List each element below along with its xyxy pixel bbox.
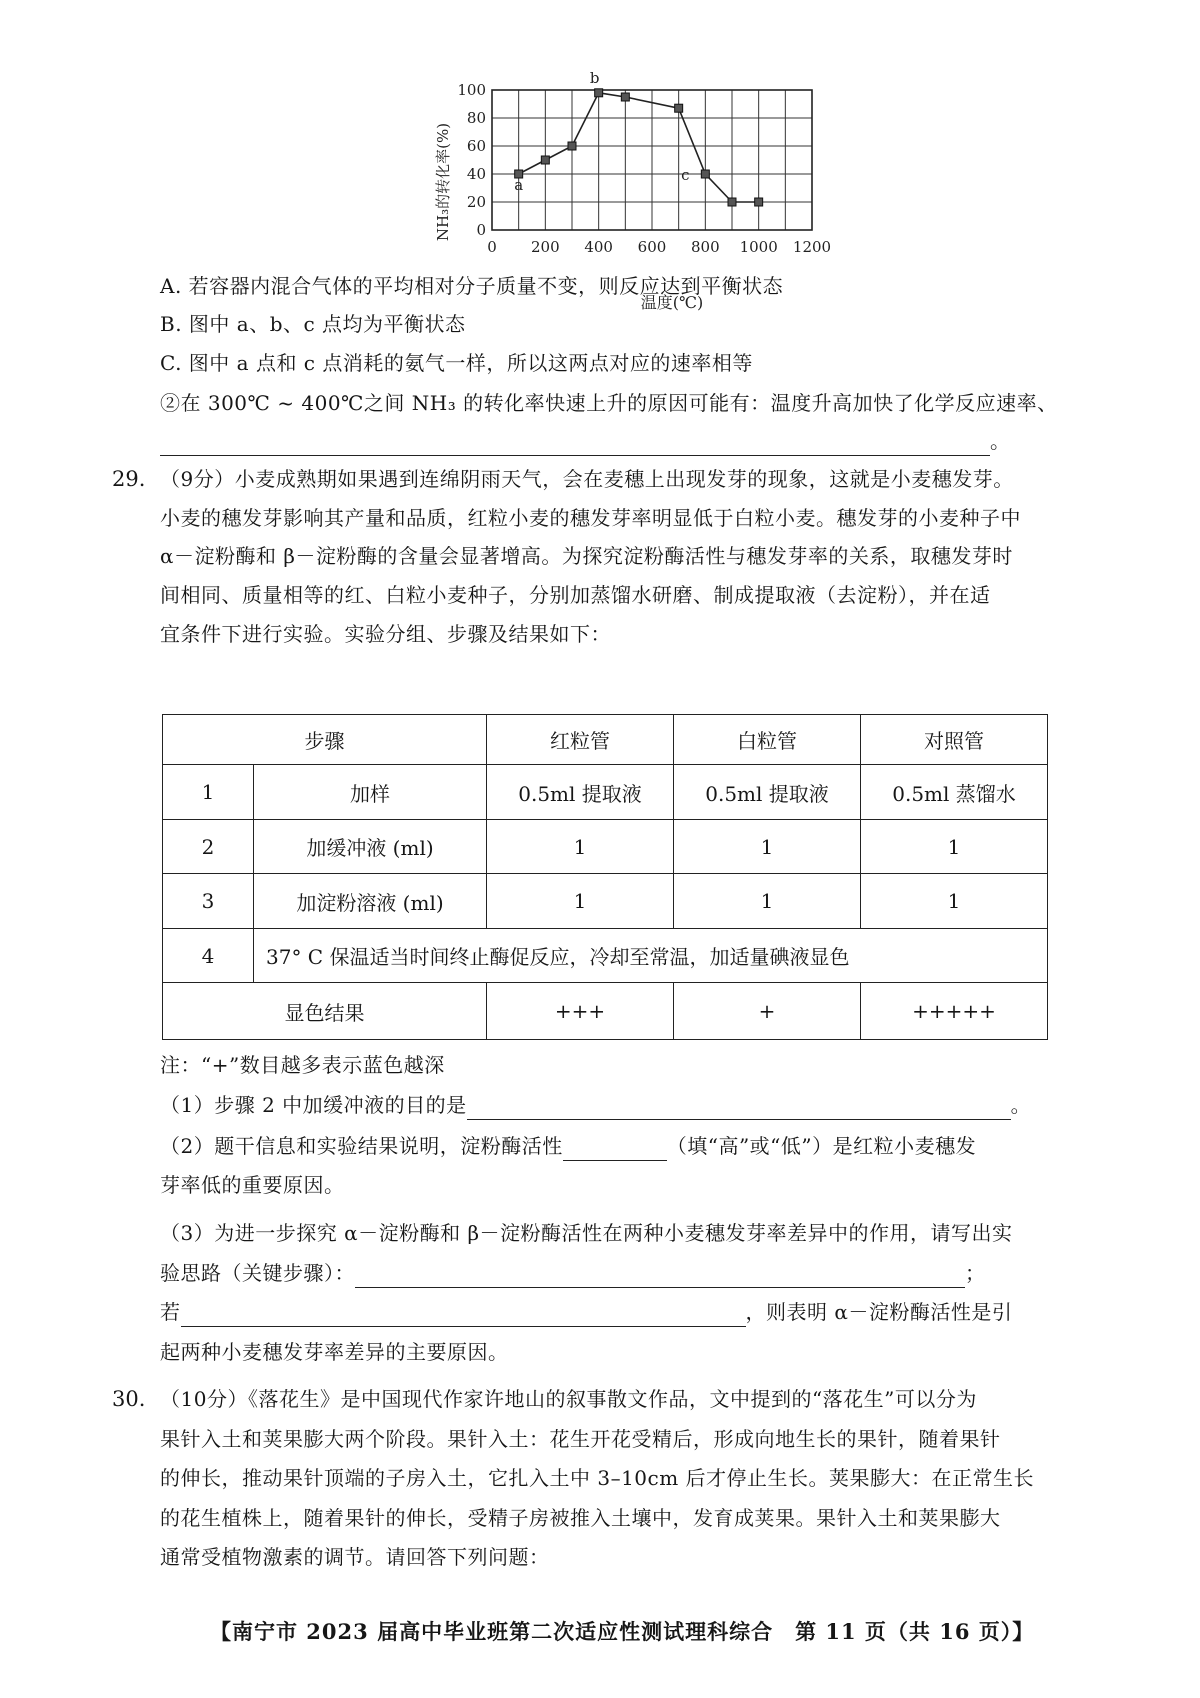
q30-line-3: 的伸长，推动果针顶端的子房入土，它扎入土中 3–10cm 后才停止生长。荚果膨大：在正常生长: [160, 1466, 1035, 1490]
chart-annotations: [514, 69, 689, 194]
sub2-pre: （2）题干信息和实验结果说明，淀粉酶活性: [160, 1134, 563, 1158]
answer-blank[interactable]: [181, 1304, 746, 1327]
row-white: 1: [674, 819, 861, 874]
q29-line-2: 小麦的穗发芽影响其产量和品质，红粒小麦的穗发芽率明显低于白粒小麦。穗发芽的小麦种子中: [160, 506, 1021, 530]
experiment-table: [162, 714, 1048, 1040]
row-control: 1: [861, 874, 1048, 929]
y-tick-label: 60: [466, 137, 486, 155]
x-tick-label: 0: [487, 238, 497, 256]
x-tick-label: 1200: [792, 238, 832, 256]
data-point: [701, 170, 709, 178]
header-step: 步骤: [163, 715, 487, 765]
x-tick-label: 800: [691, 238, 720, 256]
q29-sub2-line2: 芽率低的重要原因。: [160, 1173, 345, 1197]
data-point: [621, 93, 629, 101]
header-red: 红粒管: [487, 715, 674, 765]
table-note: 注：“+”数目越多表示蓝色越深: [160, 1053, 445, 1077]
header-control: 对照管: [861, 715, 1048, 765]
x-tick-label: 200: [531, 238, 560, 256]
q30-line-5: 通常受植物激素的调节。请回答下列问题：: [160, 1545, 550, 1569]
q29-line-3: α－淀粉酶和 β－淀粉酶的含量会显著增高。为探究淀粉酶活性与穗发芽率的关系，取穗发芽时: [160, 544, 1013, 568]
q29-sub2: [160, 1131, 976, 1161]
data-point: [675, 104, 683, 112]
x-axis-label: 温度(℃): [640, 293, 704, 312]
period: 。: [990, 429, 1011, 453]
q30-line-1: （10分）《落花生》是中国现代作家许地山的叙事散文作品，文中提到的“落花生”可以分为: [160, 1387, 977, 1411]
table-result-row: [163, 983, 1048, 1040]
q29-line-1: （9分）小麦成熟期如果遇到连绵阴雨天气，会在麦穗上出现发芽的现象，这就是小麦穗发芽。: [160, 467, 1014, 491]
table-row: [163, 819, 1048, 874]
x-tick-label: 400: [584, 238, 613, 256]
option-c: C. 图中 a 点和 c 点消耗的氨气一样，所以这两点对应的速率相等: [160, 351, 753, 375]
q29-number: 29.: [112, 467, 146, 491]
table-row: [163, 874, 1048, 929]
data-point: [541, 156, 549, 164]
row-red: 0.5ml 提取液: [487, 765, 674, 820]
row-step: 加样: [254, 765, 487, 820]
page-footer: 【南宁市 2023 届高中毕业班第二次适应性测试理科综合 第 11 页（共 16 页）】: [210, 1619, 1035, 1644]
data-point: [755, 198, 763, 206]
point-label-c: c: [681, 166, 690, 184]
row-step: 加淀粉溶液 (ml): [254, 874, 487, 929]
sub3-line2-pre: 验思路（关键步骤）：: [160, 1261, 355, 1285]
row-no: 4: [163, 928, 254, 983]
q29-sub3-line2: [160, 1258, 986, 1288]
chart-grid: [492, 90, 812, 230]
sub3-line3-post: ，则表明 α－淀粉酶活性是引: [745, 1300, 1013, 1324]
row-white: 0.5ml 提取液: [674, 765, 861, 820]
data-point: [568, 142, 576, 150]
row-red: 1: [487, 819, 674, 874]
option-b: B. 图中 a、b、c 点均为平衡状态: [160, 312, 466, 336]
series-points: [515, 89, 763, 206]
answer-blank[interactable]: [160, 433, 990, 456]
row-no: 2: [163, 819, 254, 874]
result-white: +: [674, 983, 861, 1040]
x-tick-label: 600: [637, 238, 667, 256]
result-label: 显色结果: [163, 983, 487, 1040]
q30-number: 30.: [112, 1387, 146, 1411]
sub3-line3-pre: 若: [160, 1300, 181, 1324]
y-tick-label: 80: [466, 109, 486, 127]
q30-line-2: 果针入土和荚果膨大两个阶段。果针入土：花生开花受精后，形成向地生长的果针，随着果针: [160, 1427, 1001, 1451]
q30-line-4: 的花生植株上，随着果针的伸长，受精子房被推入土壤中，发育成荚果。果针入土和荚果膨大: [160, 1506, 1001, 1530]
row-control: 0.5ml 蒸馏水: [861, 765, 1048, 820]
period: 。: [1010, 1093, 1032, 1117]
answer-blank[interactable]: [355, 1265, 965, 1288]
data-point: [595, 89, 603, 97]
row-no: 1: [163, 765, 254, 820]
sub2-post: （填“高”或“低”）是红粒小麦穗发: [666, 1134, 977, 1158]
sub1-text: （1）步骤 2 中加缓冲液的目的是: [160, 1093, 467, 1117]
point-label-a: a: [514, 176, 524, 194]
table-row: [163, 928, 1048, 983]
x-tick-label: 1000: [739, 238, 778, 256]
series-line: [519, 93, 759, 202]
q29-sub3-line3: [160, 1297, 1012, 1327]
header-white: 白粒管: [674, 715, 861, 765]
q28-part2-answer-line[interactable]: [160, 426, 1011, 456]
option-a: A. 若容器内混合气体的平均相对分子质量不变，则反应达到平衡状态: [160, 274, 784, 298]
row-red: 1: [487, 874, 674, 929]
y-tick-label: 0: [476, 221, 486, 239]
table-row: [163, 765, 1048, 820]
y-tick-label: 20: [466, 193, 486, 211]
q29-sub1: [160, 1090, 1031, 1120]
answer-blank[interactable]: [467, 1097, 1011, 1120]
table-header-row: [163, 715, 1048, 765]
answer-blank[interactable]: [563, 1138, 667, 1161]
q29-line-5: 宜条件下进行实验。实验分组、步骤及结果如下：: [160, 622, 611, 646]
result-control: +++++: [861, 983, 1048, 1040]
semicolon: ；: [965, 1261, 986, 1285]
data-point: [728, 198, 736, 206]
row-white: 1: [674, 874, 861, 929]
row-control: 1: [861, 819, 1048, 874]
q29-sub3-line1: （3）为进一步探究 α－淀粉酶和 β－淀粉酶活性在两种小麦穗发芽率差异中的作用，请写出实: [160, 1221, 1013, 1245]
row-step-merged: 37° C 保温适当时间终止酶促反应，冷却至常温，加适量碘液显色: [254, 928, 1048, 983]
point-label-b: b: [589, 68, 600, 87]
q29-sub3-line4: 起两种小麦穗发芽率差异的主要原因。: [160, 1340, 509, 1364]
q28-part2-text: ②在 300℃ ~ 400℃之间 NH₃ 的转化率快速上升的原因可能有：温度升高加快了化学反应速率、: [160, 391, 1058, 415]
y-tick-label: 40: [466, 165, 486, 183]
y-tick-label: 100: [457, 81, 486, 99]
row-step: 加缓冲液 (ml): [254, 819, 487, 874]
result-red: +++: [487, 983, 674, 1040]
y-axis-label: NH₃的转化率(%): [434, 122, 452, 242]
q29-line-4: 间相同、质量相等的红、白粒小麦种子，分别加蒸馏水研磨、制成提取液（去淀粉），并在适: [160, 583, 991, 607]
row-no: 3: [163, 874, 254, 929]
